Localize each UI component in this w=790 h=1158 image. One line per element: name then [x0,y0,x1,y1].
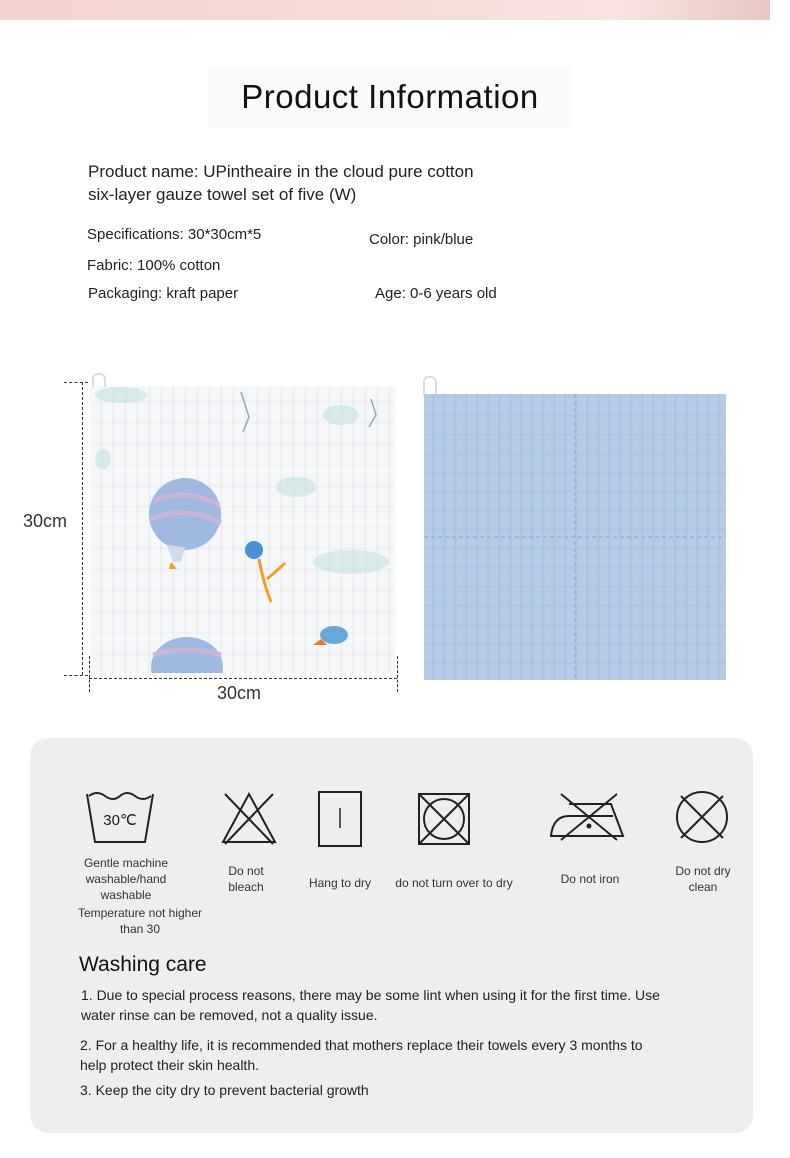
caption-line: washable/hand [85,872,167,886]
spec-color: Color: pink/blue [369,231,474,248]
balloon-small [151,637,223,673]
caption-line: washable [100,888,152,902]
spec-fabric: Fabric: 100% cotton [87,257,221,274]
caption-line: than 30 [119,922,161,936]
washing-note-2: 2. For a healthy life, it is recommended that mothers replace their towels every 3 months to help protect their skin health. [80,1037,643,1073]
width-dimension-tick-left [89,656,90,692]
height-dimension-line [82,382,84,675]
towel-pink-print [91,387,395,673]
care-caption-bleach [208,863,284,895]
wash-tub-icon [85,788,155,848]
product-name [88,160,558,206]
washing-note-3: 3. Keep the city dry to prevent bacterial growth [80,1082,369,1098]
towel-hanging-loop-blue [423,376,437,396]
caption-line: Do not [228,864,264,878]
height-dimension-tick-top [64,382,88,383]
top-banner-strip [0,0,770,20]
towel-blue-solid [424,394,726,680]
width-dimension-tick-right [397,656,398,692]
flower [245,541,285,602]
height-dimension-tick-bottom [64,675,88,676]
care-caption-tumble: do not turn over to dry [395,876,513,890]
spec-age: Age: 0-6 years old [375,285,497,302]
do-not-iron-icon [549,790,629,842]
caption-line: Gentle machine [83,856,169,870]
bird [313,626,348,645]
spec-specifications: Specifications: 30*30cm*5 [87,226,262,243]
caption-line: Do not dry [675,864,731,878]
care-caption-temperature [65,905,215,937]
spec-packaging: Packaging: kraft paper [88,285,239,302]
care-caption-iron: Do not iron [560,872,620,886]
caption-line: Temperature not higher [77,906,203,920]
do-not-bleach-icon [221,790,277,846]
care-caption-hang: Hang to dry [308,876,372,890]
balloon-large [149,478,221,569]
care-caption-dry-clean [666,863,740,895]
product-name-line-1: Product name: UPintheaire in the cloud pure cotton [88,162,474,181]
product-name-line-2: six-layer gauze towel set of five (W) [88,185,357,204]
towel-print-art [91,387,395,673]
height-dimension-label: 30cm [23,511,68,531]
hang-to-dry-icon [317,790,363,848]
washing-care-title: Washing care [79,953,207,976]
width-dimension-line [89,678,397,679]
towel-blue-stitching [424,394,726,680]
wash-temperature-text: 30℃ [103,812,137,829]
caption-line: clean [688,880,718,894]
width-dimension-label: 30cm [217,683,262,703]
page-title: Product Information [208,66,572,128]
caption-line: bleach [228,880,264,894]
care-caption-wash [70,855,182,903]
do-not-tumble-dry-icon [415,790,473,848]
washing-note-1: 1. Due to special process reasons, there may be some lint when using it for the first time. Use water rinse can be removed, not a quality issue. [81,987,660,1023]
do-not-dry-clean-icon [673,788,731,846]
